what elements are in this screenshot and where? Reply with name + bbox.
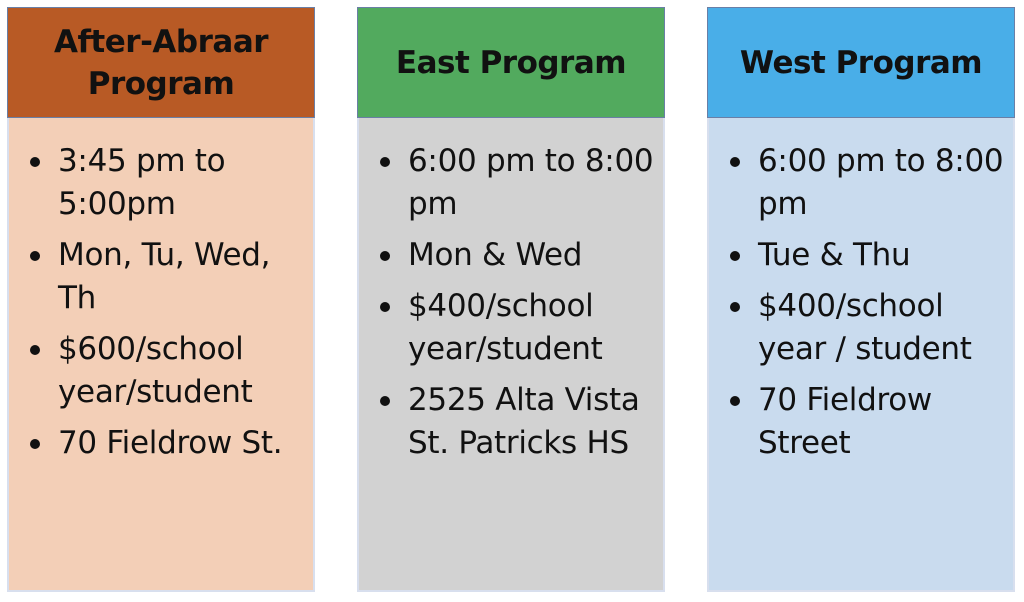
item-text: 6:00 pm to 8:00 pm: [758, 143, 1004, 222]
list-item: [709, 140, 1013, 226]
list-item: [709, 234, 1013, 277]
column-after-abraar-program: [7, 7, 315, 592]
bullet-icon: [730, 157, 740, 167]
item-text: 70 Fieldrow St.: [58, 425, 283, 461]
bullet-icon: [730, 302, 740, 312]
item-list: [359, 118, 663, 465]
bullet-icon: [30, 439, 40, 449]
list-item: [9, 422, 313, 465]
item-text: $600/school year/student: [58, 331, 253, 410]
list-item: [709, 379, 1013, 465]
list-item: [359, 234, 663, 277]
item-text: 6:00 pm to 8:00 pm: [408, 143, 654, 222]
bullet-icon: [380, 396, 390, 406]
bullet-icon: [730, 396, 740, 406]
list-item: [359, 140, 663, 226]
list-item: [9, 140, 313, 226]
column-title: West Program: [739, 44, 983, 81]
item-text: 3:45 pm to 5:00pm: [58, 143, 226, 222]
item-text: $400/school year / student: [758, 288, 972, 367]
item-text: Mon, Tu, Wed, Th: [58, 237, 271, 316]
item-text: Tue & Thu: [758, 237, 911, 273]
list-item: [9, 328, 313, 414]
bullet-icon: [30, 345, 40, 355]
item-text: Mon & Wed: [408, 237, 583, 273]
bullet-icon: [30, 157, 40, 167]
item-text: $400/school year/student: [408, 288, 603, 367]
bullet-icon: [380, 302, 390, 312]
column-body: [707, 118, 1015, 592]
column-title: After-Abraar Program: [53, 23, 269, 102]
bullet-icon: [380, 251, 390, 261]
item-list: [709, 118, 1013, 465]
column-header: [707, 7, 1015, 118]
list-item: [359, 285, 663, 371]
item-text: 2525 Alta Vista St. Patricks HS: [408, 382, 640, 461]
bullet-icon: [380, 157, 390, 167]
column-header: [7, 7, 315, 118]
item-list: [9, 118, 313, 465]
bullet-icon: [730, 251, 740, 261]
list-item: [359, 379, 663, 465]
column-east-program: [357, 7, 665, 592]
column-body: [7, 118, 315, 592]
column-west-program: [707, 7, 1015, 592]
column-header: [357, 7, 665, 118]
column-body: [357, 118, 665, 592]
list-item: [709, 285, 1013, 371]
item-text: 70 Fieldrow Street: [758, 382, 932, 461]
bullet-icon: [30, 251, 40, 261]
list-item: [9, 234, 313, 320]
column-title: East Program: [395, 44, 627, 81]
